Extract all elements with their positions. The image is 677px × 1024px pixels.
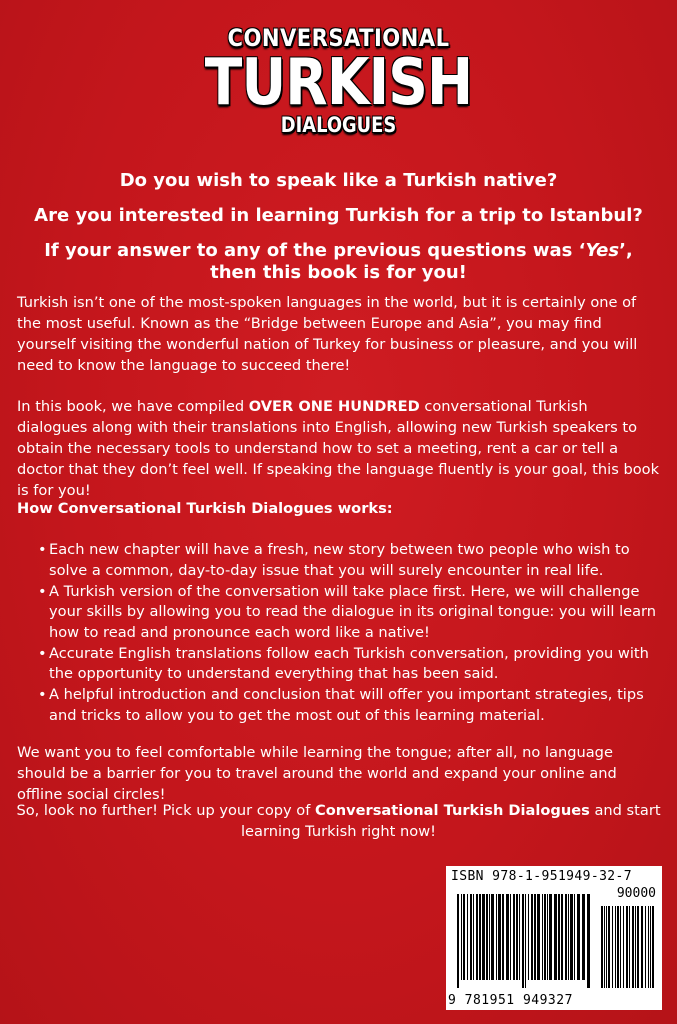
barcode-bar bbox=[537, 894, 540, 980]
isbn-label: ISBN 978-1-951949-32-7 bbox=[451, 869, 632, 884]
barcode-bar bbox=[463, 894, 465, 980]
barcode-bar bbox=[486, 894, 488, 980]
barcode-digits: 9 781951 949327 bbox=[448, 993, 573, 1008]
barcode-addon-bar bbox=[650, 906, 651, 988]
barcode-addon-bar bbox=[648, 906, 649, 988]
barcode-addon-bar bbox=[617, 906, 619, 988]
barcode-bar bbox=[525, 894, 526, 988]
barcode-bar bbox=[565, 894, 567, 980]
barcode-bar bbox=[582, 894, 585, 980]
barcode-bar bbox=[461, 894, 462, 980]
barcode-bar bbox=[544, 894, 546, 980]
barcode-bar bbox=[473, 894, 474, 980]
headline-q3-part-b: ’, bbox=[619, 240, 633, 261]
book-logo bbox=[0, 24, 677, 136]
call-to-action-paragraph bbox=[0, 800, 677, 842]
barcode-bar bbox=[502, 894, 504, 980]
intro-paragraph: Turkish isn’t one of the most-spoken languages in the world, but it is certainly one of the most useful. Known as the “Bridge between Europe and Asia”, you may find yourself visiting the wonderful nation of Turkey for business or pleasure, and you will need to know the language to succeed there! bbox=[17, 294, 638, 374]
logo-line-dialogues: DIALOGUES bbox=[280, 113, 397, 137]
compiled-paragraph-after: conversational Turkish dialogues along with their translations into English, allowing new Turkish speakers to obtain the necessary tools to understand how to set a meeting, rent a car or tell a doctor that they don’t feel well. If speaking the language fluently is your goal, this book is for you! bbox=[17, 398, 660, 499]
price-code: 90000 bbox=[616, 886, 656, 901]
barcode-bar bbox=[467, 894, 468, 980]
barcode-bar bbox=[554, 894, 557, 980]
feature-list-item: • Accurate English translations follow each Turkish conversation, providing you with the opportunity to understand everything that has been said. bbox=[40, 644, 660, 685]
barcode-bar bbox=[587, 894, 590, 988]
barcode-bar bbox=[549, 894, 552, 980]
barcode-bar bbox=[528, 894, 529, 980]
logo-line-conversational: CONVERSATIONAL bbox=[227, 24, 450, 52]
barcode-bar bbox=[510, 894, 511, 980]
barcode-addon-bar bbox=[632, 906, 634, 988]
barcode-bar bbox=[489, 894, 490, 980]
barcode-bar bbox=[482, 894, 485, 980]
barcode-bar bbox=[568, 894, 569, 980]
cta-before: So, look no further! Pick up your copy of bbox=[16, 802, 316, 819]
barcode-addon-bar bbox=[606, 906, 607, 988]
barcode-bar bbox=[522, 894, 524, 988]
barcode-addon-bar bbox=[620, 906, 621, 988]
barcode-addon-bar bbox=[645, 906, 646, 988]
headline-question-3 bbox=[0, 240, 677, 284]
feature-list-item: • Each new chapter will have a fresh, new story between two people who wish to solve a common, day-to-day issue that you will surely encounter in real life. bbox=[40, 540, 660, 581]
barcode-addon-bar bbox=[615, 906, 616, 988]
barcode-bar bbox=[574, 894, 575, 980]
barcode-addon-bar bbox=[601, 906, 603, 988]
barcode-addon-bar bbox=[629, 906, 630, 988]
barcode-addon-bar bbox=[604, 906, 605, 988]
barcode-bar bbox=[479, 894, 481, 980]
barcode-bar bbox=[513, 894, 515, 980]
barcode-bar bbox=[547, 894, 548, 980]
feature-list-item: • A Turkish version of the conversation will take place first. Here, we will challenge your skills by allowing you to read the dialogue in its original tongue: you will learn how to read and pronounce each word like a native! bbox=[40, 582, 660, 644]
barcode-bar bbox=[577, 894, 580, 980]
barcode-bar bbox=[534, 894, 536, 980]
barcode-addon-bar bbox=[612, 906, 613, 988]
barcode-addon-bar bbox=[608, 906, 610, 988]
comfort-paragraph: We want you to feel comfortable while learning the tongue; after all, no language should be a barrier for you to travel around the world and expand your online and offline social circles! bbox=[17, 744, 617, 803]
barcode-bar bbox=[476, 894, 478, 980]
feature-list-item: • A helpful introduction and conclusion that will offer you important strategies, tips and tricks to allow you to get the most out of this learning material. bbox=[40, 685, 660, 726]
barcode-addon-bar bbox=[623, 906, 624, 988]
barcode-addon-bar bbox=[637, 906, 639, 988]
barcode-addon-bar bbox=[641, 906, 643, 988]
barcode-bar bbox=[470, 894, 472, 980]
how-it-works-heading: How Conversational Turkish Dialogues works: bbox=[17, 500, 393, 517]
cta-after: and start learning Turkish right now! bbox=[240, 802, 661, 840]
barcode-addon-bar bbox=[635, 906, 636, 988]
barcode-bar bbox=[516, 894, 518, 980]
barcode-bar bbox=[457, 894, 459, 988]
compiled-paragraph-bold: OVER ONE HUNDRED bbox=[248, 398, 420, 415]
headline-q3-line-2: then this book is for you! bbox=[210, 262, 467, 283]
barcode-bar bbox=[498, 894, 501, 980]
barcode-bar bbox=[561, 894, 563, 980]
feature-list bbox=[40, 540, 660, 727]
barcode-bar bbox=[519, 894, 520, 980]
barcode-bar bbox=[542, 894, 543, 980]
headline-question-2: Are you interested in learning Turkish for a trip to Istanbul? bbox=[34, 205, 643, 226]
headline-q3-part-a: If your answer to any of the previous questions was ‘ bbox=[44, 240, 586, 261]
barcode-addon-bar bbox=[652, 906, 654, 988]
barcode-bar bbox=[496, 894, 497, 980]
barcode-bar bbox=[531, 894, 533, 980]
compiled-paragraph-before: In this book, we have compiled bbox=[17, 398, 249, 415]
barcode-bar bbox=[570, 894, 573, 980]
barcode-addon-bar bbox=[626, 906, 628, 988]
barcode-bar bbox=[506, 894, 509, 980]
barcode-bars bbox=[451, 886, 657, 988]
headline-question-1: Do you wish to speak like a Turkish native? bbox=[119, 170, 558, 191]
barcode-bar bbox=[558, 894, 560, 980]
compiled-paragraph bbox=[17, 396, 662, 501]
headline-q3-yes: Yes bbox=[585, 240, 620, 261]
isbn-barcode bbox=[446, 866, 662, 1010]
cta-bold-title: Conversational Turkish Dialogues bbox=[315, 802, 590, 819]
logo-line-turkish: TURKISH bbox=[204, 46, 473, 120]
barcode-bar bbox=[491, 894, 494, 980]
